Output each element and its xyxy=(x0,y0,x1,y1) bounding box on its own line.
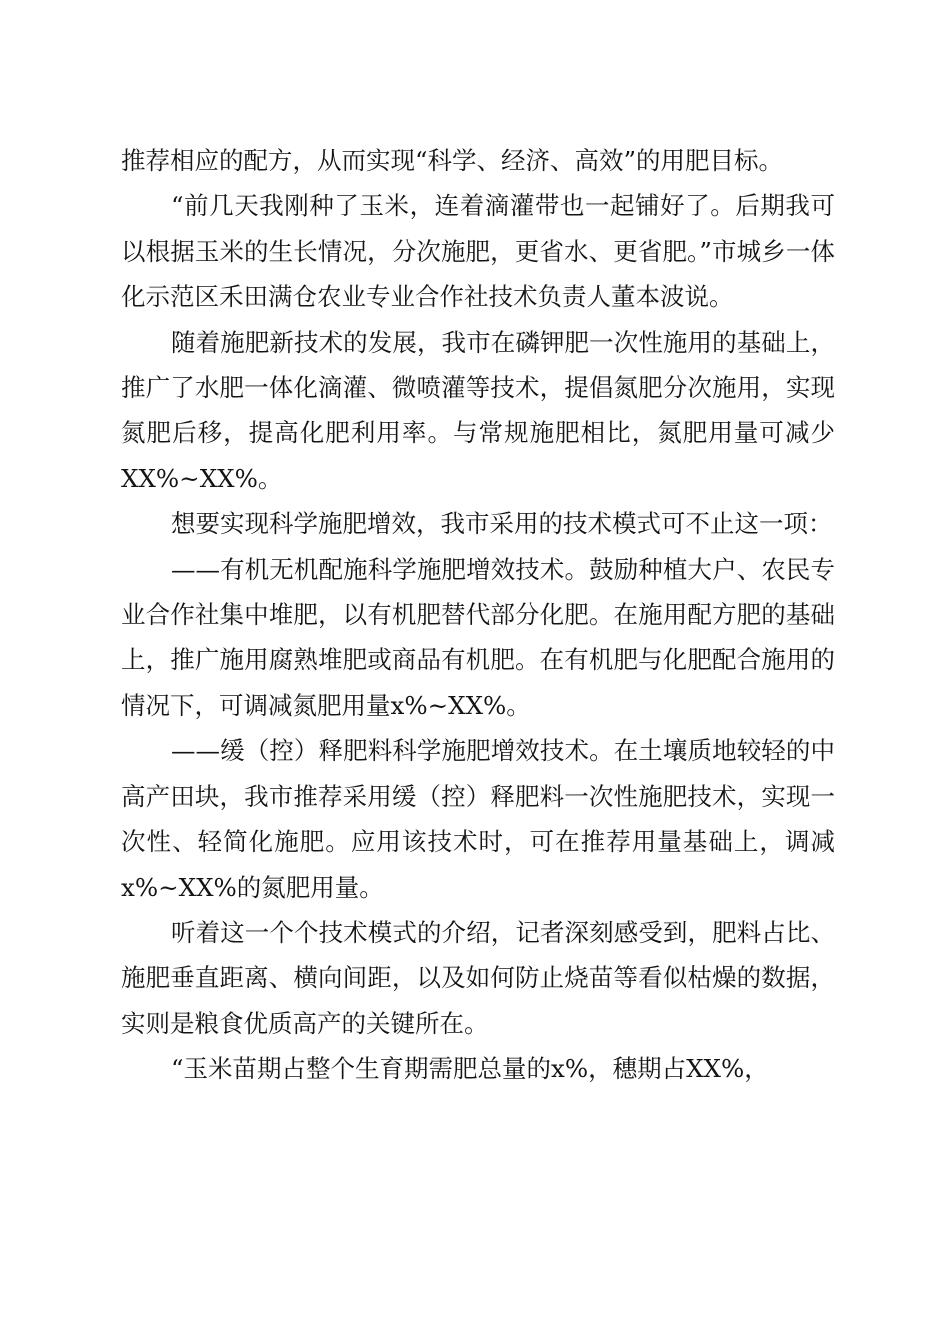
article-body xyxy=(121,138,835,1092)
paragraph-5: ——有机无机配施科学施肥增效技术。鼓励种植大户、农民专业合作社集中堆肥，以有机肥替代部分化肥。在施用配方肥的基础上，推广施用腐熟堆肥或商品有机肥。在有机肥与化肥配合施用的情况下，可调减氮肥用量x%~XX%。 xyxy=(121,554,835,720)
paragraph-3: 随着施肥新技术的发展，我市在磷钾肥一次性施用的基础上，推广了水肥一体化滴灌、微喷灌等技术，提倡氮肥分次施用，实现氮肥后移，提高化肥利用率。与常规施肥相比，氮肥用量可减少XX%~XX%。 xyxy=(121,327,835,493)
paragraph-1: 推荐相应的配方，从而实现“科学、经济、高效”的用肥目标。 xyxy=(121,146,784,175)
paragraph-4: 想要实现科学施肥增效，我市采用的技术模式可不止这一项： xyxy=(171,509,833,539)
paragraph-2: “前几天我刚种了玉米，连着滴灌带也一起铺好了。后期我可以根据玉米的生长情况，分次施肥，更省水、更省肥。”市城乡一体化示范区禾田满仓农业专业合作社技术负责人董本波说。 xyxy=(121,191,835,312)
paragraph-6: ——缓（控）释肥料科学施肥增效技术。在土壤质地较轻的中高产田块，我市推荐采用缓（控）释肥料一次性施肥技术，实现一次性、轻简化施肥。应用该技术时，可在推荐用量基础上，调减x%~XX%的氮肥用量。 xyxy=(121,736,835,902)
paragraph-7: 听着这一个个技术模式的介绍，记者深刻感受到，肥料占比、施肥垂直距离、横向间距，以及如何防止烧苗等看似枯燥的数据，实则是粮食优质高产的关键所在。 xyxy=(121,917,835,1038)
paragraph-8: “玉米苗期占整个生育期需肥总量的x%，穗期占XX%， xyxy=(171,1054,769,1084)
